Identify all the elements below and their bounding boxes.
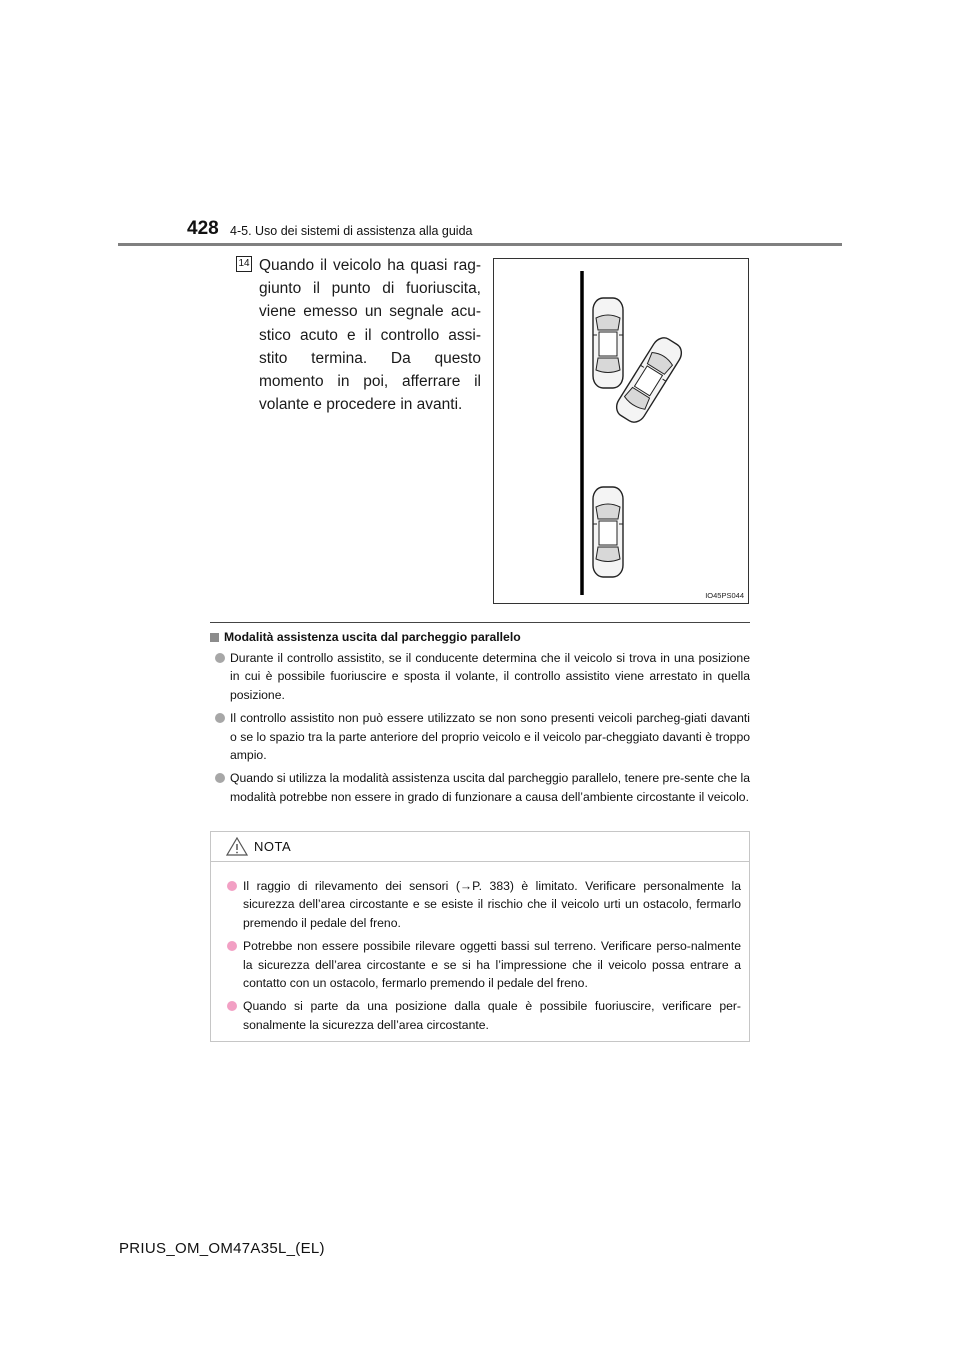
bullet-dot-icon bbox=[227, 1001, 237, 1011]
caution-item bbox=[222, 997, 741, 1034]
info-item bbox=[210, 769, 750, 806]
parked-car-front bbox=[593, 298, 623, 388]
warning-triangle-icon bbox=[226, 837, 248, 856]
info-item bbox=[210, 649, 750, 704]
caution-body bbox=[211, 862, 749, 1034]
info-block bbox=[210, 630, 750, 811]
section-title: 4-5. Uso dei sistemi di assistenza alla guida bbox=[230, 224, 473, 238]
square-bullet-icon bbox=[210, 633, 219, 642]
parking-diagram bbox=[494, 259, 750, 605]
caution-item-text: Il raggio di rilevamento dei sensori (→P. 383) è limitato. Verificare personalmente la sicurezza dell’area circostante e se esiste il rischio che il veicolo urti un ostacolo, fermarlo premendo il pedale del freno. bbox=[243, 879, 741, 930]
info-heading-text: Modalità assistenza uscita dal parcheggio parallelo bbox=[224, 630, 521, 644]
caution-header bbox=[211, 832, 749, 862]
step-number-badge: 14 bbox=[236, 256, 252, 272]
document-code: PRIUS_OM_OM47A35L_(EL) bbox=[119, 1240, 325, 1257]
figure-code: IO45PS044 bbox=[705, 591, 744, 600]
bullet-dot-icon bbox=[227, 881, 237, 891]
caution-item bbox=[222, 877, 741, 932]
section-divider bbox=[210, 622, 750, 623]
caution-item-text: Quando si parte da una posizione dalla quale è possibile fuoriuscire, verificare per-sonalmente la sicurezza dell’area circostante. bbox=[243, 999, 741, 1032]
caution-box bbox=[210, 831, 750, 1042]
parked-car-rear bbox=[593, 487, 623, 577]
info-item-text: Il controllo assistito non può essere utilizzato se non sono presenti veicoli parcheg-giati davanti o se lo spazio tra la parte anteriore del proprio veicolo e il veicolo par-cheggiato davanti è troppo ampio. bbox=[230, 711, 750, 763]
info-item-text: Quando si utilizza la modalità assistenza uscita dal parcheggio parallelo, tenere pre-sente che la modalità potrebbe non essere in grado di funzionare a causa dell’ambiente circostante il veicolo. bbox=[230, 771, 750, 804]
bullet-dot-icon bbox=[227, 941, 237, 951]
info-item-text: Durante il controllo assistito, se il conducente determina che il veicolo si trova in una posizione in cui è possibile fuoriuscire e sposta il volante, il controllo assistito viene arrestato in quella posizione. bbox=[230, 651, 750, 702]
info-item bbox=[210, 709, 750, 764]
bullet-dot-icon bbox=[215, 773, 225, 783]
page-number: 428 bbox=[187, 218, 219, 239]
caution-title: NOTA bbox=[254, 839, 292, 854]
caution-item bbox=[222, 937, 741, 992]
bullet-dot-icon bbox=[215, 653, 225, 663]
info-heading bbox=[210, 630, 750, 644]
step-text: Quando il veicolo ha quasi rag-giunto il punto di fuoriuscita, viene emesso un segnale acu-stico acuto e il controllo assi-stito termina. Da questo momento in poi, afferrare il volante e procedere in avanti. bbox=[259, 257, 481, 414]
header-rule bbox=[118, 243, 842, 246]
parking-illustration bbox=[493, 258, 749, 604]
caution-item-text: Potrebbe non essere possibile rilevare oggetti bassi sul terreno. Verificare perso-nalmente la sicurezza dell’area circostante e se si ha l’impressione che il veicolo possa entrare a contatto con un ostacolo, fermarlo premendo il pedale del freno. bbox=[243, 939, 741, 991]
bullet-dot-icon bbox=[215, 713, 225, 723]
